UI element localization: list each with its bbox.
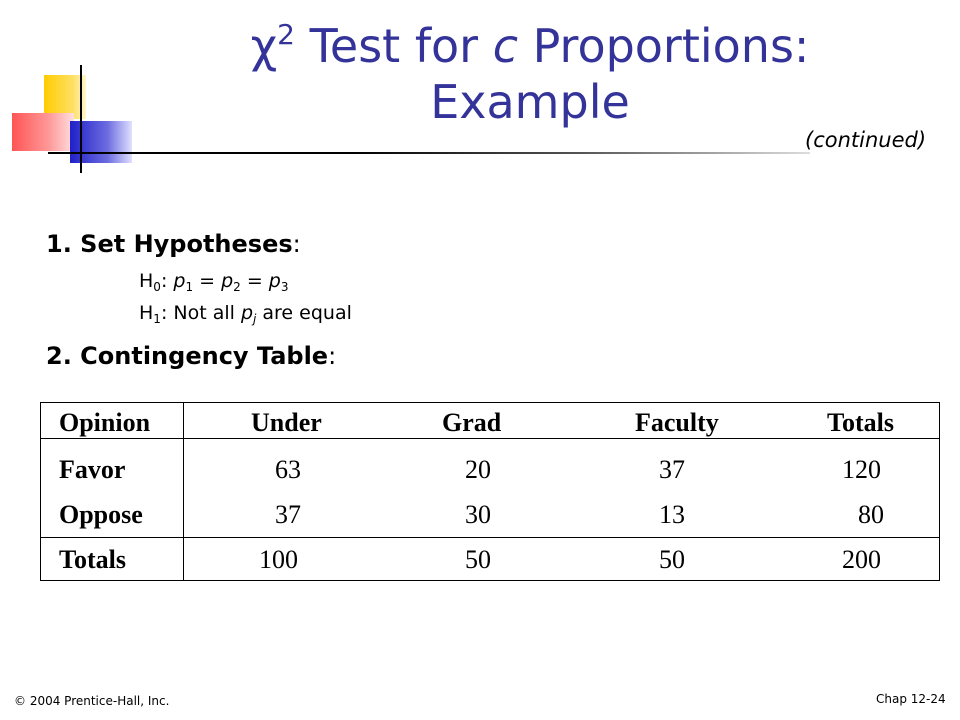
h0-s2: 2 [233,280,241,294]
title-text-2: Proportions: [517,19,810,73]
logo-vertical-line [80,65,82,173]
h0-p3: p [268,270,281,292]
hypothesis-h0 [139,270,289,292]
h0-H: H [139,270,154,292]
step2-label: 2. Contingency Table [46,342,329,370]
header-totals: Totals [827,408,894,437]
cell-oppose-totals: 80 [858,500,884,529]
h1-text: : Not all [160,302,241,324]
cell-oppose-grad: 30 [465,500,491,529]
cell-oppose-under: 37 [275,500,301,529]
title-line-2: Example [430,75,630,129]
label-column-separator [183,402,184,580]
cell-totals-grad: 50 [465,545,491,574]
slide-number: Chap 12-24 [876,692,946,706]
step1-heading [46,230,301,258]
header-faculty: Faculty [635,408,719,437]
logo-red-square [12,113,74,151]
h0-eq2: = [240,270,269,292]
step2-heading [46,342,336,370]
h1-tail: are equal [256,302,352,324]
header-grad: Grad [442,408,502,437]
h1-H: H [139,302,154,324]
chi-symbol: χ [250,19,278,73]
step1-label: 1. Set Hypotheses [46,230,293,258]
h0-p1: p [173,270,186,292]
row-label-totals: Totals [59,545,126,574]
h0-s3: 3 [280,280,289,294]
cell-favor-faculty: 37 [659,455,685,484]
continued-label: (continued) [805,128,927,152]
h0-sub: 0 [153,280,161,294]
h0-colon: : [160,270,174,292]
h0-s1: 1 [185,280,194,294]
h1-sub: 1 [153,312,161,326]
header-rule [40,438,940,439]
slide-title [160,18,900,130]
step1-colon: : [292,230,301,258]
cell-totals-under: 100 [259,545,298,574]
title-line-1 [160,18,900,74]
h1-p: p [240,302,254,324]
header-opinion: Opinion [59,408,151,437]
cell-favor-under: 63 [275,455,301,484]
header-under: Under [251,408,322,437]
cell-favor-totals: 120 [842,455,881,484]
step2-colon: : [328,342,337,370]
h1-j: j [253,312,257,326]
h0-eq1: = [193,270,222,292]
hypothesis-h1 [139,302,352,324]
row-label-oppose: Oppose [59,500,143,529]
title-c: c [492,19,518,73]
title-text-1: Test for [294,19,493,73]
copyright-footer: © 2004 Prentice-Hall, Inc. [14,694,170,708]
cell-totals-totals: 200 [842,545,881,574]
chi-superscript: 2 [277,18,295,51]
h0-p2: p [221,270,234,292]
cell-favor-grad: 20 [465,455,491,484]
row-label-favor: Favor [59,455,126,484]
totals-rule [40,537,940,538]
cell-oppose-faculty: 13 [659,500,685,529]
title-underline [48,152,810,154]
cell-totals-faculty: 50 [659,545,685,574]
